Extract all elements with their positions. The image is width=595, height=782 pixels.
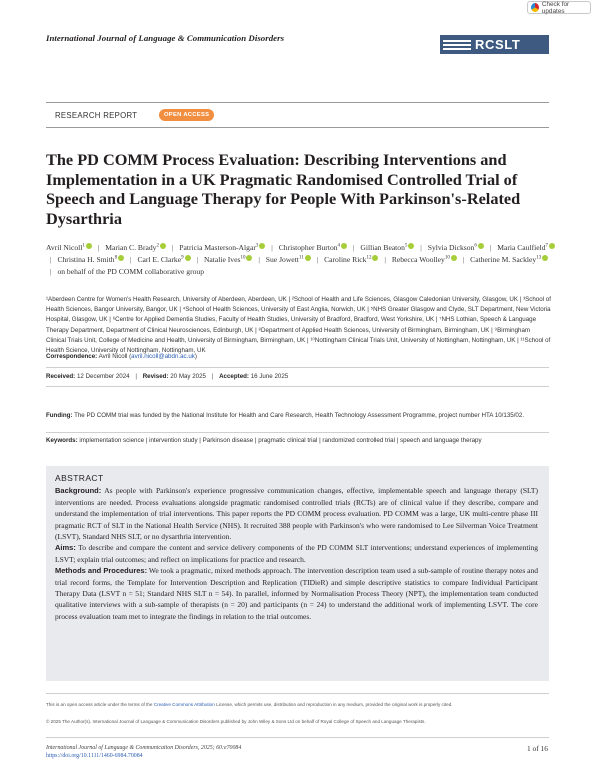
author-name: Patricia Masterson-Algar$^3$ <box>179 243 265 252</box>
funding: Funding: The PD COMM trial was funded by the National Institute for Health and Care Research, Health Technology Assessment Programme, project number HTA 10/135/02. <box>46 412 525 419</box>
orcid-icon[interactable] <box>305 255 311 261</box>
rcslt-logo <box>440 35 549 54</box>
correspondence-email-link[interactable]: avril.nicoll@abdn.ac.uk <box>131 353 195 360</box>
author-name: Carl E. Clarke$^9$ <box>137 255 190 264</box>
orcid-icon[interactable] <box>246 255 252 261</box>
article-type: RESEARCH REPORT <box>55 111 138 120</box>
author-name: Christina H. Smith$^8$ <box>57 255 124 264</box>
author-separator: | <box>462 255 465 265</box>
orcid-icon[interactable] <box>451 255 457 261</box>
footnote-divider <box>46 693 549 694</box>
license-note: This is an open access article under the terms of the Creative Commons Attribution License, which permits use, distribution and reproduction in any medium, provided the original work is properly cited. <box>46 702 453 707</box>
abstract-box <box>46 466 549 681</box>
bottom-divider <box>46 737 549 738</box>
author-name: Maria Caulfield$^7$ <box>497 243 555 252</box>
author-name: Sylvia Dickson$^6$ <box>428 243 484 252</box>
abstract-aims: Aims: To describe and compare the content and service delivery components of the PD COMM SLT interventions; understand experiences of implementing LSVT; explain trial outcomes; and reflect on implications for practice and research. <box>55 543 538 564</box>
orcid-icon[interactable] <box>118 255 124 261</box>
author-separator: | <box>97 242 100 252</box>
correspondence-name: Avril Nicoll <box>98 353 128 360</box>
orcid-icon[interactable] <box>259 243 265 249</box>
article-dates: Received: 12 December 2024 | Revised: 20 May 2025 | Accepted: 16 June 2025 <box>46 373 289 380</box>
author-separator: | <box>50 266 52 276</box>
orcid-icon[interactable] <box>372 255 378 261</box>
author-separator: | <box>196 255 199 265</box>
article-title: The PD COMM Process Evaluation: Describing Interventions and Implementation in a UK Pragmatic Randomised Controlled Trial of Speech and Language Therapy for People With Parkinson's-Related Dysarthria <box>46 150 521 228</box>
author-name: Catherine M. Sackley$^{13}$ <box>470 255 548 264</box>
author-name: Gillian Beaton$^5$ <box>360 243 414 252</box>
open-access-badge: OPEN ACCESS <box>159 109 214 121</box>
author-name: Rebecca Woolley$^{10}$ <box>392 255 457 264</box>
author-separator: | <box>316 255 319 265</box>
author-name: Christopher Burton$^4$ <box>279 243 347 252</box>
page-number: 1 of 16 <box>527 744 548 753</box>
abstract-heading: ABSTRACT <box>55 473 104 483</box>
meta-divider-1 <box>46 367 549 368</box>
author-separator: | <box>489 242 492 252</box>
check-updates-icon <box>531 3 539 12</box>
orcid-icon[interactable] <box>408 243 414 249</box>
rcslt-logo-icon <box>443 37 471 52</box>
received-date: 12 December 2024 <box>76 373 130 380</box>
meta-divider-2 <box>46 386 549 387</box>
author-separator: | <box>384 255 386 265</box>
citation-block <box>46 744 241 760</box>
header-rule-top <box>46 102 549 103</box>
orcid-icon[interactable] <box>160 243 166 249</box>
author-name: Caroline Rick$^{12}$ <box>324 255 378 264</box>
check-for-updates-button[interactable] <box>527 1 591 14</box>
accepted-date: 16 June 2025 <box>250 373 289 380</box>
orcid-icon[interactable] <box>86 243 92 249</box>
author-name: Sue Jowett$^{11}$ <box>266 255 311 264</box>
doi-link[interactable]: https://doi.org/10.1111/1460-6984.70084 <box>46 753 143 759</box>
author-separator: | <box>130 255 132 265</box>
license-link[interactable]: Creative Commons Attribution <box>153 702 215 707</box>
revised-date: 20 May 2025 <box>170 373 206 380</box>
keywords-text: implementation science | intervention study | Parkinson disease | pragmatic clinical trial | randomized controlled trial | speech and language therapy <box>79 437 482 444</box>
author-separator: | <box>171 242 174 252</box>
keywords: Keywords: implementation science | intervention study | Parkinson disease | pragmatic clinical trial | randomized controlled trial | speech and language therapy <box>46 437 482 444</box>
citation: International Journal of Language & Communication Disorders, 2025; 60:e70084 <box>46 745 242 751</box>
meta-divider-3 <box>46 432 549 433</box>
orcid-icon[interactable] <box>478 243 484 249</box>
orcid-icon[interactable] <box>185 255 191 261</box>
copyright-note: © 2025 The Author(s). International Journal of Language & Communication Disorders published by John Wiley & Sons Ltd on behalf of Royal College of Speech and Language Therapists. <box>46 719 426 724</box>
abstract-methods: Methods and Procedures: We took a pragmatic, mixed methods approach. The intervention description team used a sub-sample of routine therapy notes and trial record forms, the Template for Intervention Description and Replication (TIDieR) and simple descriptive statistics to compare Individual Participant Therapy Data (LSVT n = 51; Standard NHS SLT n = 54). In parallel, informed by Normalisation Process Theory (NPT), the implementation team conducted qualitative interviews with a sub-sample of therapists (n = 20) and participants (n = 24) to understand the additional work of implementing LSVT. The core process evaluation team met to integrate the findings in relation to the trial outcomes. <box>55 566 539 621</box>
author-name: Marian C. Brady$^2$ <box>105 243 166 252</box>
author-separator: | <box>258 255 260 265</box>
journal-name: International Journal of Language & Communication Disorders <box>46 33 285 43</box>
author-separator: | <box>271 242 273 252</box>
orcid-icon[interactable] <box>341 243 347 249</box>
affiliations: ¹Aberdeen Centre for Women's Health Research, University of Aberdeen, Aberdeen, UK | ²School of Health and Life Sciences, Glasgow Caledonian University, Glasgow, UK | ³School of Health Sciences, Bangor University, Bangor, UK | ⁴School of Health Sciences, University of East Anglia, Norwich, UK | ⁵NHS Greater Glasgow and Clyde, SLT Department, New Victoria Hospital, Glasgow, UK | ⁶Centre for Applied Dementia Studies, Faculty of Health Studies, University of Bradford, Bradford, West Yorkshire, UK | ⁷NHS Lothian, Speech & Language Therapy Department, Department of Clinical Neurosciences, Edinburgh, UK | ⁸Department of Applied Health Sciences, University of Birmingham, Birmingham, UK | ⁹Birmingham Clinical Trials Unit, College of Medicine and Health, University of Birmingham, Birmingham, UK | ¹⁰Nottingham Clinical Trials Unit, University of Nottingham, Nottingham, UK | ¹¹School of Health Science, University of Nottingham, Nottingham, UK <box>46 296 551 355</box>
author-separator: | <box>420 242 422 252</box>
authors-tail: on behalf of the PD COMM collaborative group <box>57 266 205 276</box>
author-name: Avril Nicoll$^1$ <box>46 243 92 252</box>
correspondence: Correspondence: Avril Nicoll (avril.nicoll@abdn.ac.uk) <box>46 353 197 360</box>
author-separator: | <box>50 255 52 265</box>
check-updates-label: Check for updates <box>541 0 570 15</box>
orcid-icon[interactable] <box>542 255 548 261</box>
author-separator: | <box>352 242 355 252</box>
funding-text: The PD COMM trial was funded by the National Institute for Health and Care Research, Health Technology Assessment Programme, project number HTA 10/135/02. <box>74 412 525 419</box>
abstract-background: Background: As people with Parkinson's experience progressive communication changes, effective, implementable speech and language therapy (SLT) interventions are needed. Process evaluations alongside pragmatic randomised controlled trials (RCTs) are of clinical value if they describe, compare and understand the implementation of trial interventions. This paper reports the PD COMM process evaluation. PD COMM was a large, UK multi-centre phase III pragmatic RCT of SLT in the National Health Service (NHS). It recruited 388 people with Parkinson's who were randomised to Lee Silverman Voice Treatment (LSVT), Standard NHS SLT, or no dysarthria intervention. <box>55 486 538 542</box>
logo-text: RCSLT <box>475 37 521 52</box>
orcid-icon[interactable] <box>549 243 555 249</box>
author-name: Natalie Ives$^{10}$ <box>204 255 252 264</box>
author-list <box>46 240 556 277</box>
header-rule-bottom <box>46 127 549 128</box>
